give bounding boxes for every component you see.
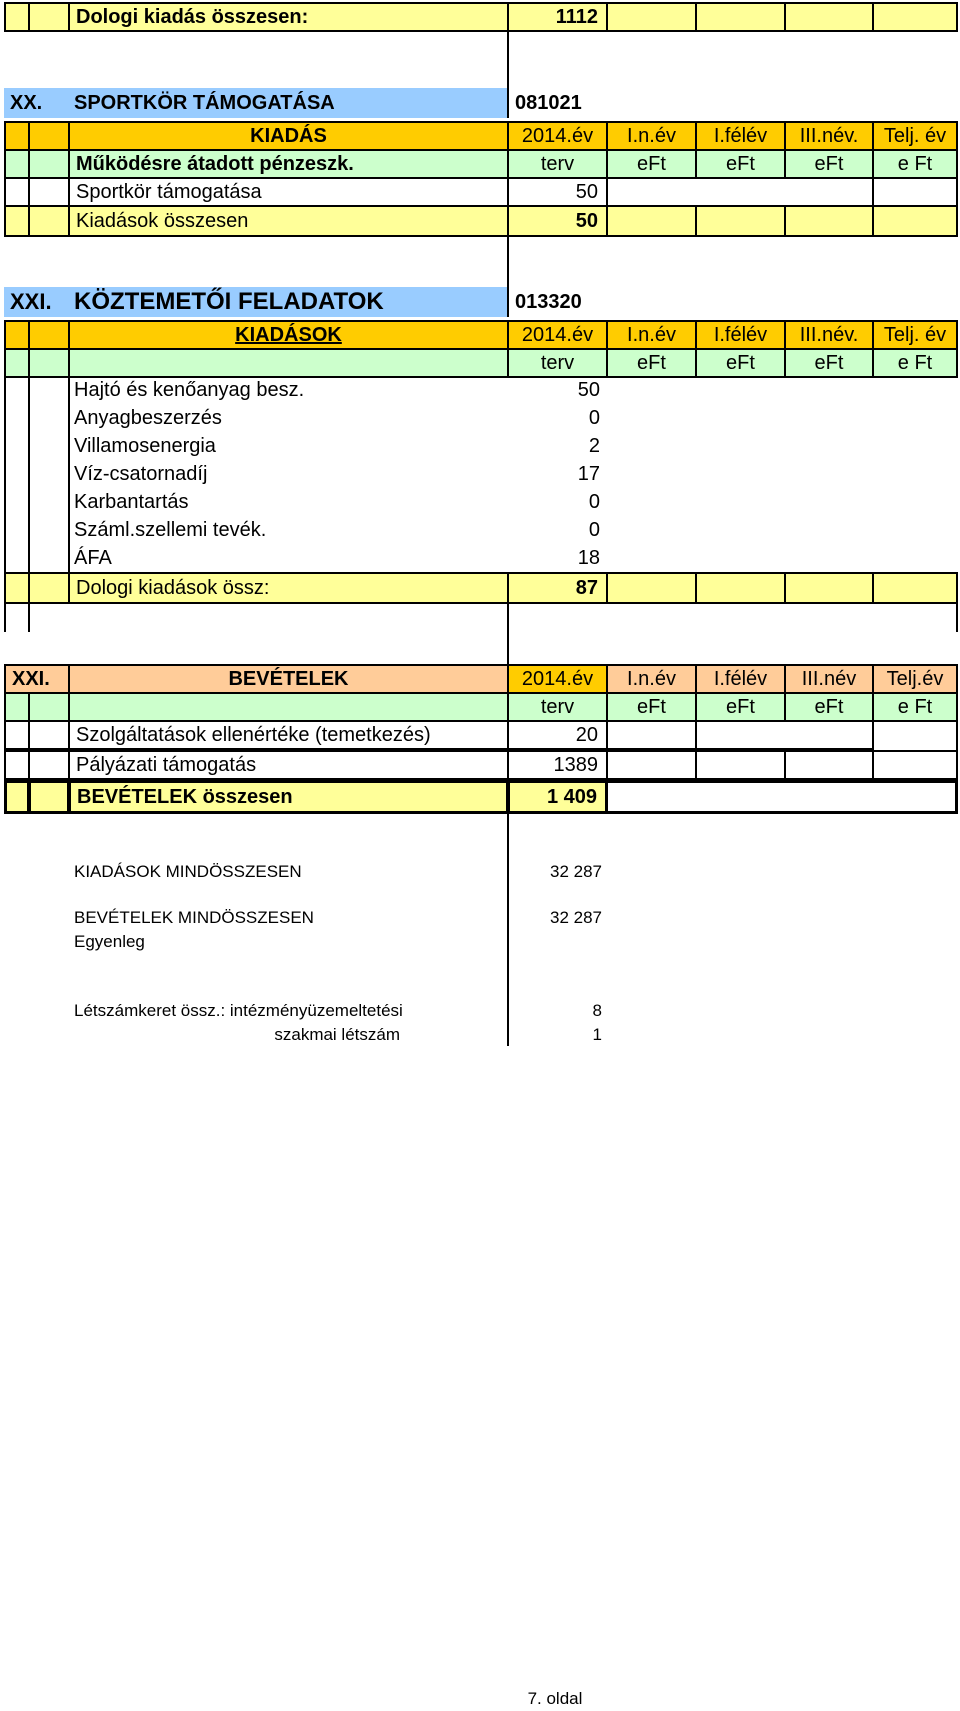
s1-units-row <box>0 149 960 179</box>
s2-row-label: Száml.szellemi tevék. <box>74 518 267 541</box>
s2-row-label: Hajtó és kenőanyag besz. <box>74 378 305 401</box>
summary-letszam <box>0 999 960 1023</box>
s1-unit: eFt <box>695 149 786 179</box>
s1-total-value: 50 <box>507 205 608 237</box>
top-total-value: 1112 <box>507 2 608 32</box>
s2-data-row <box>0 376 960 404</box>
s2-row-label: Villamosenergia <box>74 434 216 457</box>
page-number: 7. oldal <box>527 1689 583 1708</box>
s2-roman: XXI. <box>4 287 68 317</box>
s2-unit: eFt <box>606 348 697 378</box>
s2-data-row <box>0 544 960 572</box>
summary-bevetelek-value: 32 287 <box>550 908 602 927</box>
summary-kiadasok-label: KIADÁSOK MINDÖSSZESEN <box>74 862 302 881</box>
column-divider <box>28 604 30 632</box>
s2-code: 013320 <box>507 287 627 317</box>
s3-unit: eFt <box>695 692 786 722</box>
s3-data-row <box>0 720 960 750</box>
s2-unit: eFt <box>784 348 874 378</box>
s1-total-label: Kiadások összesen <box>68 205 509 237</box>
s2-header-col: I.félév <box>695 320 786 350</box>
s1-unit: eFt <box>606 149 697 179</box>
column-divider <box>507 604 509 664</box>
summary-bevetelek <box>0 906 960 930</box>
s2-header-col: 2014.év <box>507 320 608 350</box>
summary-bevetelek-label: BEVÉTELEK MINDÖSSZESEN <box>74 908 314 927</box>
s2-data-row <box>0 460 960 488</box>
s1-unit: eFt <box>784 149 874 179</box>
s3-row-value: 1389 <box>507 750 608 780</box>
s3-unit: eFt <box>606 692 697 722</box>
s2-title-row <box>0 287 960 317</box>
column-divider <box>956 604 958 632</box>
column-divider <box>28 376 30 572</box>
top-total-row <box>0 2 960 32</box>
s1-roman: XX. <box>4 88 68 118</box>
s1-header-col: I.félév <box>695 121 786 151</box>
summary-letszam-value: 8 <box>592 1001 602 1020</box>
s2-row-value: 0 <box>588 490 600 513</box>
summary-szakmai-label: szakmai létszám <box>274 1025 400 1044</box>
s1-header-label: KIADÁS <box>68 121 509 151</box>
s3-roman: XXI. <box>4 664 70 694</box>
s2-header-col: I.n.év <box>606 320 697 350</box>
summary-letszam-label: Létszámkeret össz.: intézményüzemeltetési <box>74 1001 403 1020</box>
s2-row-label: ÁFA <box>74 546 112 569</box>
s3-row-label: Szolgáltatások ellenértéke (temetkezés) <box>68 720 509 750</box>
s1-code: 081021 <box>507 88 627 118</box>
s3-header-row <box>0 664 960 694</box>
s2-header-label: KIADÁSOK <box>68 320 509 350</box>
s2-row-label: Karbantartás <box>74 490 189 513</box>
s1-row-label: Sportkör támogatása <box>68 177 509 207</box>
summary-szakmai-value: 1 <box>592 1025 602 1044</box>
s3-unit: eFt <box>784 692 874 722</box>
s1-unit: e Ft <box>872 149 958 179</box>
s2-row-value: 50 <box>577 378 600 401</box>
s2-unit: terv <box>507 348 608 378</box>
s1-row-value: 50 <box>507 177 608 207</box>
column-divider <box>507 237 509 287</box>
s1-title: SPORTKÖR TÁMOGATÁSA <box>68 88 509 118</box>
s1-header-col: I.n.év <box>606 121 697 151</box>
s1-units-label: Működésre átadott pénzeszk. <box>68 149 509 179</box>
s2-row-value: 0 <box>588 406 600 429</box>
s1-title-row <box>0 88 960 118</box>
s2-data-row <box>0 516 960 544</box>
s1-data-row <box>0 177 960 207</box>
s3-total-row <box>0 780 960 814</box>
page-footer <box>0 1688 960 1710</box>
s3-units-row <box>0 692 960 722</box>
s3-unit: terv <box>507 692 608 722</box>
s3-total-label: BEVÉTELEK összesen <box>68 780 509 814</box>
s2-data-row <box>0 404 960 432</box>
s3-header-col: 2014.év <box>507 664 608 694</box>
s3-header-col: Telj.év <box>872 664 958 694</box>
s2-total-label: Dologi kiadások össz: <box>68 572 509 604</box>
s2-row-label: Anyagbeszerzés <box>74 406 222 429</box>
s2-unit: e Ft <box>872 348 958 378</box>
summary-kiadasok <box>0 860 960 884</box>
s2-title: KÖZTEMETŐI FELADATOK <box>68 287 509 317</box>
s2-row-label: Víz-csatornadíj <box>74 462 208 485</box>
summary-egyenleg <box>0 930 960 954</box>
s1-unit: terv <box>507 149 608 179</box>
s3-row-label: Pályázati támogatás <box>68 750 509 780</box>
top-total-label: Dologi kiadás összesen: <box>68 2 509 32</box>
summary-kiadasok-value: 32 287 <box>550 862 602 881</box>
s2-total-row <box>0 572 960 604</box>
column-divider <box>68 376 70 572</box>
s2-data-row <box>0 432 960 460</box>
s1-header-col: Telj. év <box>872 121 958 151</box>
s2-row-value: 2 <box>588 434 600 457</box>
s2-header-col: Telj. év <box>872 320 958 350</box>
s3-total-value: 1 409 <box>507 780 608 814</box>
column-divider <box>507 32 509 88</box>
s2-header-col: III.név. <box>784 320 874 350</box>
s3-header-label: BEVÉTELEK <box>68 664 509 694</box>
s2-data-row <box>0 488 960 516</box>
s2-header-row <box>0 320 960 350</box>
s1-header-row <box>0 121 960 151</box>
summary-szakmai <box>0 1023 960 1047</box>
s1-total-row <box>0 205 960 237</box>
s2-unit: eFt <box>695 348 786 378</box>
s3-header-col: I.félév <box>695 664 786 694</box>
s2-row-value: 18 <box>577 546 600 569</box>
s3-header-col: I.n.év <box>606 664 697 694</box>
column-divider <box>4 376 6 572</box>
column-divider <box>4 604 6 632</box>
s2-units-row <box>0 348 960 378</box>
s3-header-col: III.név <box>784 664 874 694</box>
summary-egyenleg-label: Egyenleg <box>74 932 145 951</box>
s3-data-row <box>0 750 960 780</box>
s1-header-col: III.név. <box>784 121 874 151</box>
s3-row-value: 20 <box>507 720 608 750</box>
s2-row-value: 17 <box>577 462 600 485</box>
s3-unit: e Ft <box>872 692 958 722</box>
s2-total-value: 87 <box>507 572 608 604</box>
s1-header-col: 2014.év <box>507 121 608 151</box>
s2-row-value: 0 <box>588 518 600 541</box>
